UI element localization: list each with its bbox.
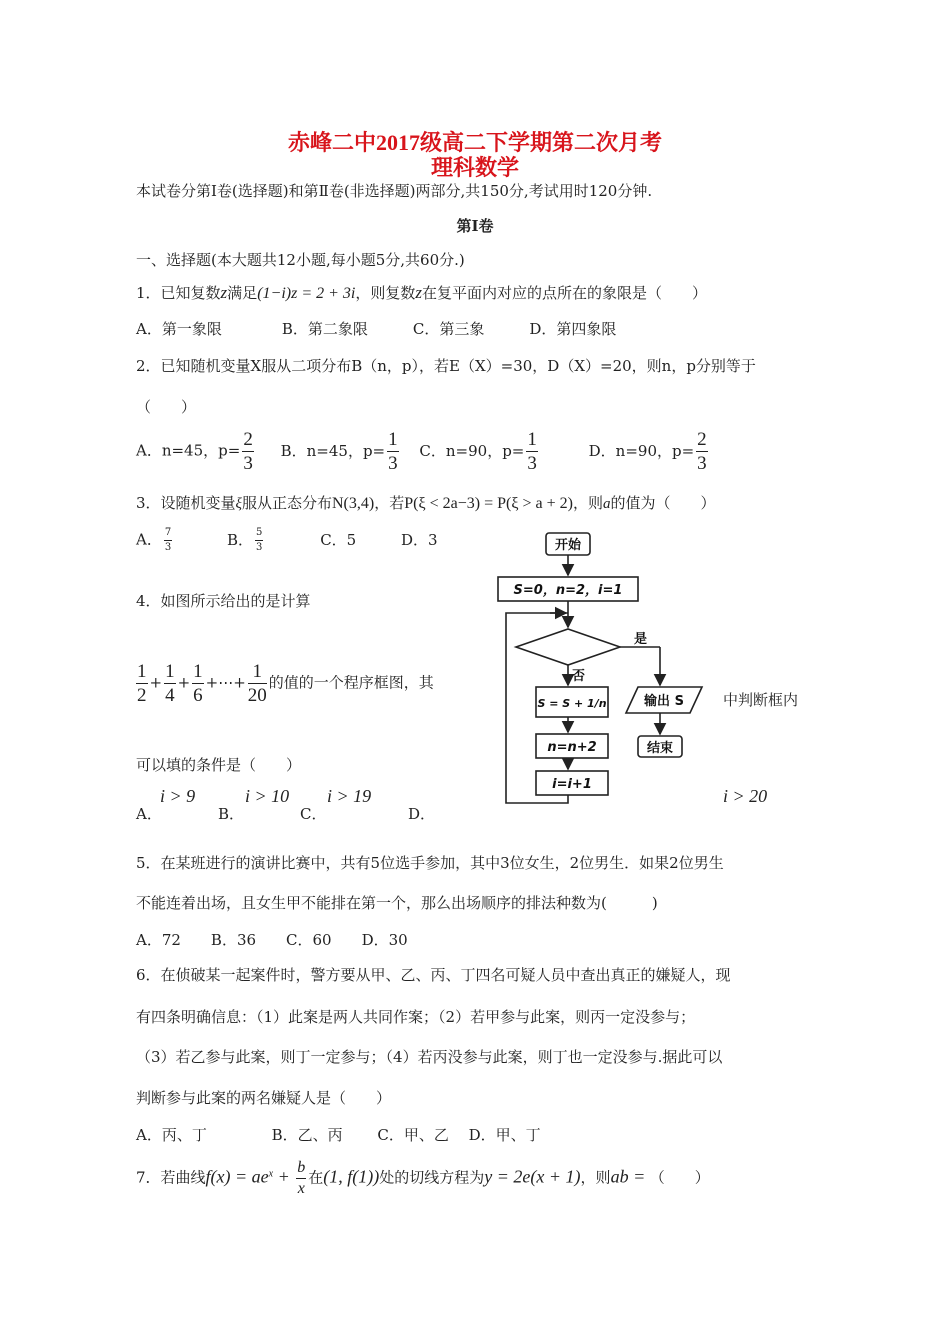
question-3: 3．设随机变量ξ服从正态分布N(3,4)，若P(ξ < 2a−3) = P(ξ > a + 2)，则a的值为（ ） bbox=[136, 494, 716, 512]
question-4-opt-a: A． bbox=[136, 805, 162, 823]
flow-no-label: 否 bbox=[572, 669, 586, 684]
question-1-options: A．第一象限 B．第二象限 C．第三象 D．第四象限 bbox=[136, 320, 617, 338]
question-4-line3: 可以填的条件是（ ） bbox=[136, 756, 302, 774]
question-4-cond-c: i > 19 bbox=[327, 786, 372, 806]
flow-end-label: 结束 bbox=[646, 741, 674, 756]
question-4-cond-b: i > 10 bbox=[245, 786, 290, 806]
flowchart bbox=[490, 525, 730, 810]
flow-init-label: S=0，n=2，i=1 bbox=[513, 583, 623, 598]
question-2-options: A．n=45，p= $\frac{2}{3}$ B．n=45，p= $\frac{1}{3}$ C．n=90，p= $\frac{1}{3}$ D．n=90，p= $\frac{2}{3}$ bbox=[136, 429, 707, 474]
question-5-options: A．72 B．36 C．60 D．30 bbox=[136, 931, 408, 949]
question-6-options: A．丙、丁 B．乙、丙 C．甲、乙 D．甲、丁 bbox=[136, 1126, 541, 1144]
question-5-line2: 不能连着出场，且女生甲不能排在第一个，那么出场顺序的排法种数为( ) bbox=[136, 894, 658, 912]
question-6-line3: （3）若乙参与此案，则丁一定参与；（4）若丙没参与此案，则丁也一定没参与.据此可以 bbox=[136, 1048, 723, 1066]
flow-update-i-label: i=i+1 bbox=[552, 777, 592, 792]
flow-yes-label: 是 bbox=[634, 632, 648, 647]
question-2-paren: （ ） bbox=[136, 398, 197, 416]
flow-output-label: 输出 S bbox=[644, 694, 684, 709]
section-heading: 一、选择题(本大题共12小题,每小题5分,共60分.) bbox=[136, 251, 465, 269]
question-3-options: A． $\frac{7}{3}$ B． $\frac{5}{3}$ C．5 D．3 bbox=[136, 527, 438, 553]
flow-update-n-label: n=n+2 bbox=[547, 740, 597, 755]
question-6-line4: 判断参与此案的两名嫌疑人是（ ） bbox=[136, 1089, 392, 1107]
question-5: 5．在某班进行的演讲比赛中，共有5位选手参加，其中3位女生，2位男生．如果2位男生 bbox=[136, 854, 724, 872]
question-6: 6．在侦破某一起案件时，警方要从甲、乙、丙、丁四名可疑人员中查出真正的嫌疑人，现 bbox=[136, 966, 731, 984]
question-4: 4．如图所示给出的是计算 bbox=[136, 592, 311, 610]
question-4-opt-b: B． bbox=[218, 805, 245, 823]
question-4-cond-d: i > 20 bbox=[723, 786, 768, 806]
question-7: 7．若曲线$f(x) = ae^x$ + $\frac{b}{x}$ 在(1, f(1))处的切线方程为y = 2e(x + 1)，则ab = （ ） bbox=[136, 1159, 710, 1197]
question-4-cond-a: i > 9 bbox=[160, 786, 196, 806]
question-4-cont: 中判断框内 bbox=[723, 691, 799, 709]
question-2: 2．已知随机变量X服从二项分布B（n，p），若E（X）=30，D（X）=20，则n，p分别等于 bbox=[136, 357, 756, 375]
flow-start-label: 开始 bbox=[554, 538, 582, 553]
question-4-opt-c: C． bbox=[300, 805, 327, 823]
question-6-line2: 有四条明确信息：（1）此案是两人共同作案；（2）若甲参与此案，则丙一定没参与； bbox=[136, 1008, 696, 1026]
question-4-opt-d: D． bbox=[408, 805, 436, 823]
intro-text: 本试卷分第Ⅰ卷(选择题)和第Ⅱ卷(非选择题)两部分,共150分,考试用时120分钟. bbox=[136, 182, 653, 200]
flow-decision-diamond bbox=[516, 629, 620, 665]
exam-title: 赤峰二中2017级高二下学期第二次月考 bbox=[287, 130, 662, 155]
exam-subtitle: 理科数学 bbox=[430, 155, 519, 180]
question-1: 1．已知复数z满足(1−i)z = 2 + 3i，则复数z在复平面内对应的点所在的象限是（ ） bbox=[136, 283, 708, 302]
part-heading: 第Ⅰ卷 bbox=[456, 217, 494, 235]
question-4-sum: $\frac{1}{2}$ + $\frac{1}{4}$ + $\frac{1}{6}$ +⋯+ $\frac{1}{20}$ 的值的一个程序框图，其 bbox=[137, 661, 434, 706]
flow-update-s-label: S = S + 1/n bbox=[537, 697, 607, 710]
